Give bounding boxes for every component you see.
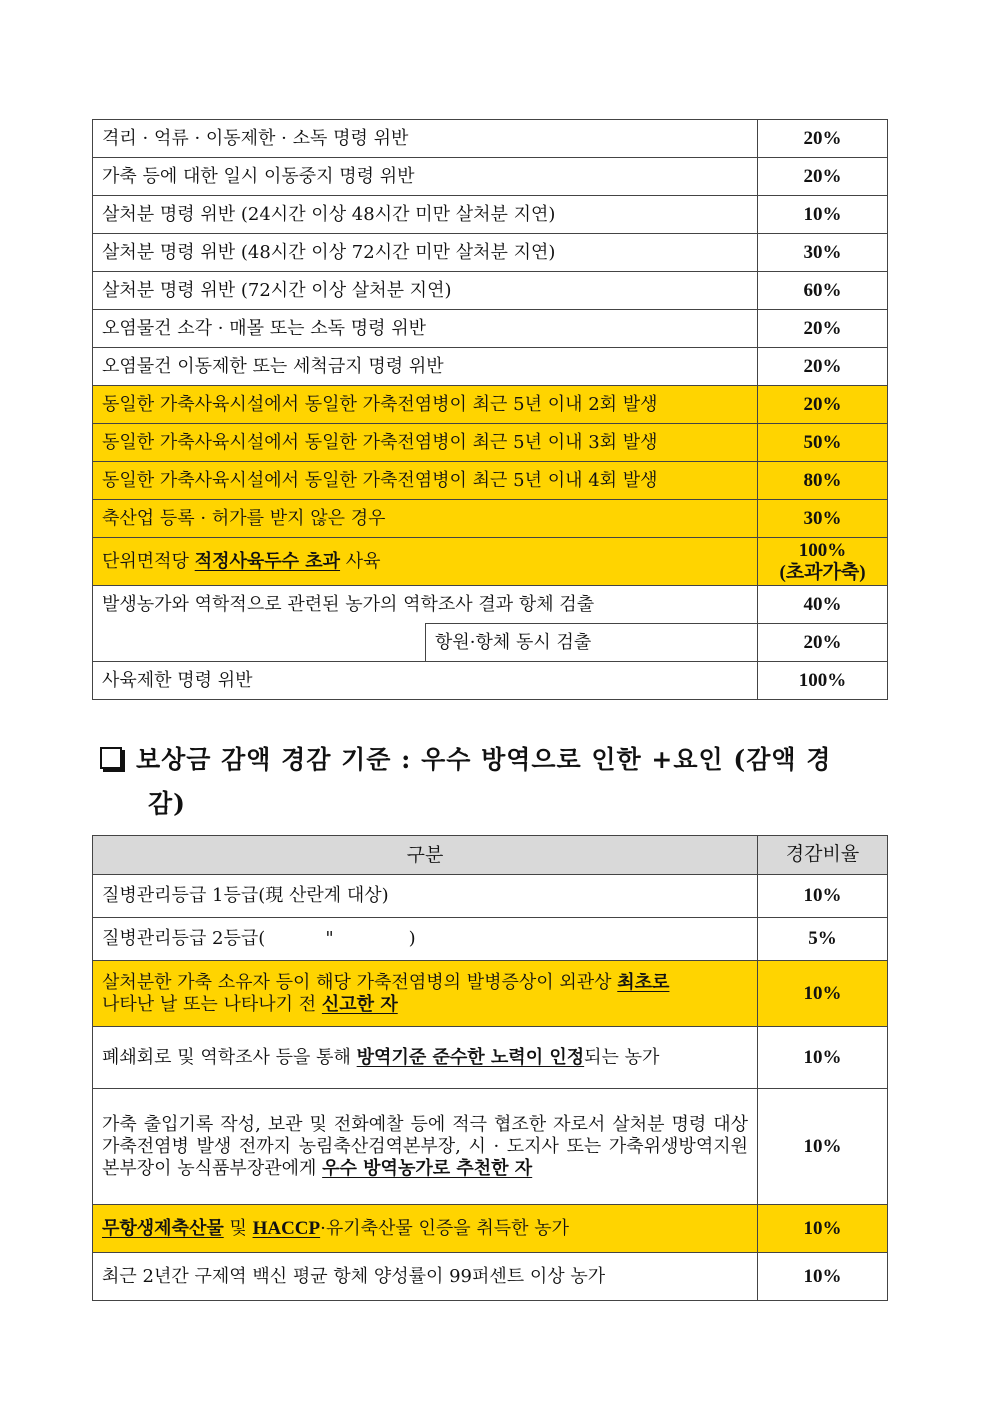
restriction-label: 사육제한 명령 위반: [93, 662, 758, 700]
restriction-row: [93, 662, 888, 700]
report-label: 살처분한 가축 소유자 등이 해당 가축전염병의 발병증상이 외관상 최초로 나타난 날 또는 나타나기 전 신고한 자: [93, 961, 758, 1027]
vaccine-pct: 10%: [758, 1253, 888, 1301]
row-pct: 80%: [758, 462, 888, 500]
recommend-row: [93, 1089, 888, 1205]
table-row: [93, 424, 888, 462]
closed-row: [93, 1027, 888, 1089]
checkbox-square-icon: [100, 747, 122, 769]
row-pct: 50%: [758, 424, 888, 462]
closed-pct: 10%: [758, 1027, 888, 1089]
table-row: [93, 310, 888, 348]
row-label: 축산업 등록 · 허가를 받지 않은 경우: [93, 500, 758, 538]
antibody-pct: 40%: [758, 586, 888, 624]
recommend-pct: 10%: [758, 1089, 888, 1205]
row-label: 가축 등에 대한 일시 이동중지 명령 위반: [93, 158, 758, 196]
row-pct: 60%: [758, 272, 888, 310]
row-pct: 30%: [758, 500, 888, 538]
row-pct: 20%: [758, 348, 888, 386]
haccp-row: [93, 1205, 888, 1253]
table-row: [93, 158, 888, 196]
row-pct: 30%: [758, 234, 888, 272]
row-label: 동일한 가축사육시설에서 동일한 가축전염병이 최근 5년 이내 4회 발생: [93, 462, 758, 500]
antibody-label: 발생농가와 역학적으로 관련된 농가의 역학조사 결과 항체 검출: [93, 586, 758, 624]
grade2-label: 질병관리등급 2등급( " ): [93, 918, 758, 961]
row-pct: 20%: [758, 158, 888, 196]
section-heading: 보상금 감액 경감 기준 : 우수 방역으로 인한 +요인 (감액 경 감): [100, 738, 900, 826]
row-pct: 10%: [758, 196, 888, 234]
table-row: [93, 120, 888, 158]
row-label: 오염물건 소각 · 매몰 또는 소독 명령 위반: [93, 310, 758, 348]
table-row: [93, 196, 888, 234]
table-row: [93, 462, 888, 500]
reduction-criteria-table: [92, 119, 888, 700]
row-label: 격리 · 억류 · 이동제한 · 소독 명령 위반: [93, 120, 758, 158]
grade1-label: 질병관리등급 1등급(現 산란계 대상): [93, 875, 758, 918]
grade1-row: [93, 875, 888, 918]
grade2-pct: 5%: [758, 918, 888, 961]
table-row: [93, 272, 888, 310]
row-label: 동일한 가축사육시설에서 동일한 가축전염병이 최근 5년 이내 2회 발생: [93, 386, 758, 424]
row-label: 살처분 명령 위반 (48시간 이상 72시간 미만 살처분 지연): [93, 234, 758, 272]
mitigation-criteria-table: [92, 835, 888, 1301]
restriction-pct: 100%: [758, 662, 888, 700]
report-pct: 10%: [758, 961, 888, 1027]
row-label: 살처분 명령 위반 (72시간 이상 살처분 지연): [93, 272, 758, 310]
vaccine-row: [93, 1253, 888, 1301]
overstock-row: [93, 538, 888, 586]
recommend-label: 가축 출입기록 작성, 보관 및 전화예찰 등에 적극 협조한 자로서 살처분 명령 대상 가축전염병 발생 전까지 농림축산검역본부장, 시 · 도지사 또는 가축위생방역지원본부장이 농식품부장관에게 우수 방역농가로 추천한 자: [93, 1089, 758, 1205]
antigen-pct: 20%: [758, 624, 888, 662]
row-pct: 20%: [758, 120, 888, 158]
table-row: [93, 234, 888, 272]
closed-label: 폐쇄회로 및 역학조사 등을 통해 방역기준 준수한 노력이 인정되는 농가: [93, 1027, 758, 1089]
row-label: 동일한 가축사육시설에서 동일한 가축전염병이 최근 5년 이내 3회 발생: [93, 424, 758, 462]
row-label: 오염물건 이동제한 또는 세척금지 명령 위반: [93, 348, 758, 386]
table-row: [93, 500, 888, 538]
grade1-pct: 10%: [758, 875, 888, 918]
antigen-row: [93, 624, 888, 662]
row-pct: 20%: [758, 386, 888, 424]
antigen-label: 항원·항체 동시 검출: [426, 624, 758, 662]
table-row: [93, 348, 888, 386]
haccp-label: 무항생제축산물 및 HACCP·유기축산물 인증을 취득한 농가: [93, 1205, 758, 1253]
header-category: 구분: [93, 836, 758, 875]
haccp-pct: 10%: [758, 1205, 888, 1253]
header-ratio: 경감비율: [758, 836, 888, 875]
antibody-row: [93, 586, 888, 624]
grade2-row: [93, 918, 888, 961]
overstock-underlined: 적정사육두수 초과: [194, 550, 341, 572]
row-pct: 20%: [758, 310, 888, 348]
table-row: [93, 386, 888, 424]
vaccine-label: 최근 2년간 구제역 백신 평균 항체 양성률이 99퍼센트 이상 농가: [93, 1253, 758, 1301]
overstock-label: 단위면적당 적정사육두수 초과 사육: [93, 538, 758, 586]
overstock-pct: 100% (초과가축): [758, 538, 888, 586]
report-row: [93, 961, 888, 1027]
row-label: 살처분 명령 위반 (24시간 이상 48시간 미만 살처분 지연): [93, 196, 758, 234]
table-header-row: [93, 836, 888, 875]
